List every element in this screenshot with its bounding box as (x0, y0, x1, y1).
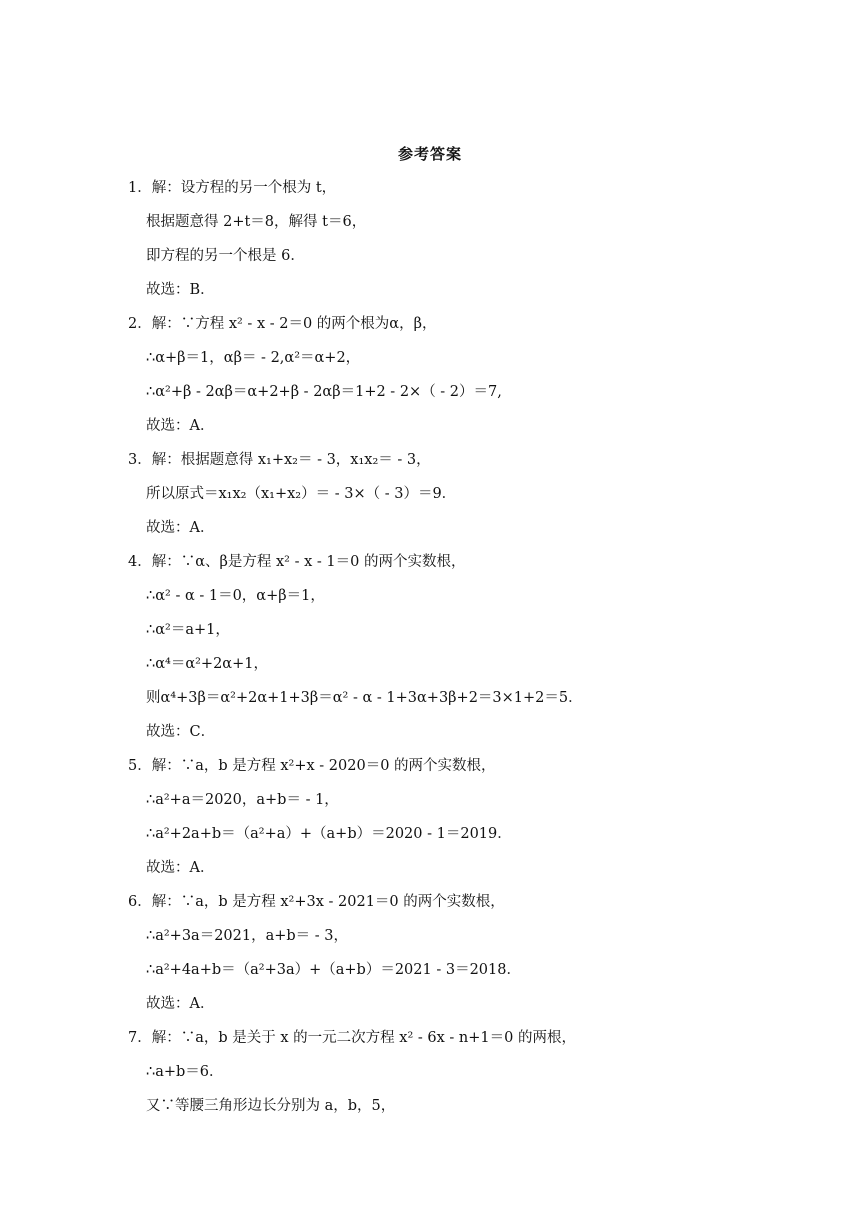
answer-6-choice: 故选：A． (146, 996, 215, 1012)
answer-4-choice: 故选：C． (146, 724, 216, 740)
answer-3-line-1: 3．解：根据题意得 x₁+x₂＝ - 3，x₁x₂＝ - 3， (128, 452, 431, 468)
answer-4-line-3: ∴α²＝a+1， (146, 622, 230, 638)
answer-7-line-3: 又∵等腰三角形边长分别为 a，b，5， (146, 1098, 396, 1114)
answer-4-line-5: 则α⁴+3β＝α²+2α+1+3β＝α² - α - 1+3α+3β+2＝3×1+2＝5． (146, 690, 583, 706)
answer-7-line-1: 7．解：∵a，b 是关于 x 的一元二次方程 x² - 6x - n+1＝0 的两根， (128, 1030, 576, 1046)
answer-5-choice: 故选：A． (146, 860, 215, 876)
answer-3-line-2: 所以原式＝x₁x₂（x₁+x₂）＝ - 3×（ - 3）＝9． (146, 486, 457, 502)
answer-1-choice: 故选：B． (146, 282, 215, 298)
answer-3-choice: 故选：A． (146, 520, 215, 536)
answer-4-line-1: 4．解：∵α、β是方程 x² - x - 1＝0 的两个实数根， (128, 554, 466, 570)
page-title: 参考答案 (397, 145, 462, 163)
answer-6-line-3: ∴a²+4a+b＝（a²+3a）+（a+b）＝2021 - 3＝2018． (146, 962, 521, 978)
answer-6-line-2: ∴a²+3a＝2021，a+b＝ - 3， (146, 928, 349, 944)
answer-5-line-1: 5．解：∵a，b 是方程 x²+x - 2020＝0 的两个实数根， (128, 758, 496, 774)
answer-5-line-2: ∴a²+a＝2020，a+b＝ - 1， (146, 792, 339, 808)
answer-2-line-3: ∴α²+β - 2αβ＝α+2+β - 2αβ＝1+2 - 2×（ - 2）＝7, (146, 384, 502, 400)
answer-5-line-3: ∴a²+2a+b＝（a²+a）+（a+b）＝2020 - 1＝2019． (146, 826, 512, 842)
answer-4-line-4: ∴α⁴＝α²+2α+1， (146, 656, 268, 672)
answer-1-line-3: 即方程的另一个根是 6． (146, 248, 305, 264)
answer-2-line-2: ∴α+β＝1，αβ＝ - 2,α²＝α+2， (146, 350, 361, 366)
answer-1-line-1: 1．解：设方程的另一个根为 t， (128, 180, 337, 196)
answer-2-choice: 故选：A． (146, 418, 215, 434)
answer-7-line-2: ∴a+b＝6． (146, 1064, 224, 1080)
answer-1-line-2: 根据题意得 2+t＝8，解得 t＝6， (146, 214, 367, 230)
answer-2-line-1: 2．解：∵方程 x² - x - 2＝0 的两个根为α，β， (128, 316, 437, 332)
answer-4-line-2: ∴α² - α - 1＝0，α+β＝1， (146, 588, 325, 604)
answer-6-line-1: 6．解：∵a，b 是方程 x²+3x - 2021＝0 的两个实数根， (128, 894, 505, 910)
